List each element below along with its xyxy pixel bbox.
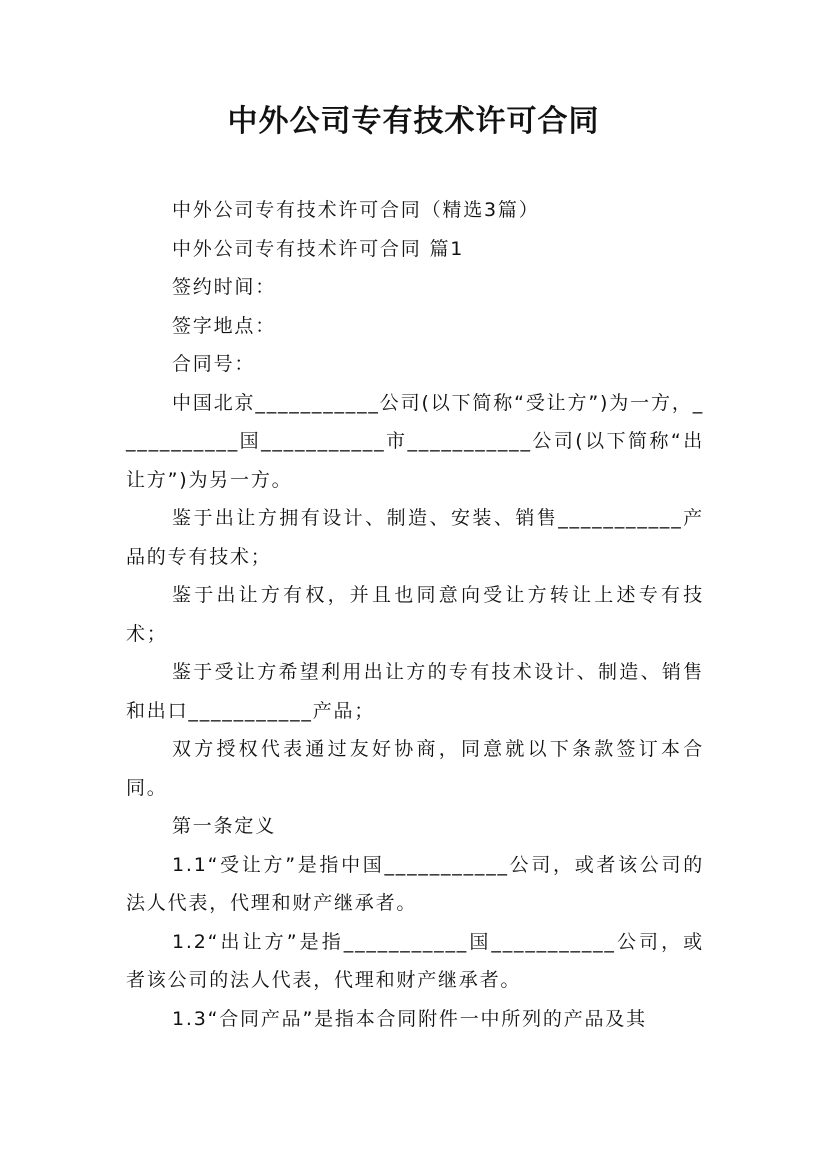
whereas-paragraph-2: 鉴于出让方有权，并且也同意向受让方转让上述专有技术； (126, 584, 704, 645)
clause-1-2: 1.2“出让方”是指___________国___________公司，或者该公司的法人代表，代理和财产继承者。 (126, 930, 704, 991)
agreement-paragraph: 双方授权代表通过友好协商，同意就以下条款签订本合同。 (126, 738, 704, 799)
document-title: 中外公司专有技术许可合同 (227, 104, 600, 139)
whereas-paragraph-3: 鉴于受让方希望利用出让方的专有技术设计、制造、销售和出口___________产品； (126, 661, 704, 722)
clause-1-3: 1.3“合同产品”是指本合同附件一中所列的产品及其 (172, 1007, 647, 1030)
signing-time-line: 签约时间： (172, 276, 277, 298)
article-1-heading: 第一条定义 (172, 815, 277, 837)
contract-heading: 中外公司专有技术许可合同 篇1 (172, 237, 465, 260)
parties-paragraph: 中国北京___________公司(以下简称“受让方”)为一方，___________国___________市___________公司(以下简称“出让方”)为另一方。 (126, 391, 704, 491)
whereas-paragraph-1: 鉴于出让方拥有设计、制造、安装、销售___________产品的专有技术； (126, 507, 704, 568)
signing-place-line: 签字地点： (172, 314, 277, 337)
collection-heading: 中外公司专有技术许可合同（精选3篇） (172, 199, 540, 221)
clause-1-1: 1.1“受让方”是指中国___________公司，或者该公司的法人代表，代理和财产继承者。 (126, 853, 704, 914)
contract-number-line: 合同号： (172, 353, 256, 375)
document-body (126, 191, 704, 1038)
